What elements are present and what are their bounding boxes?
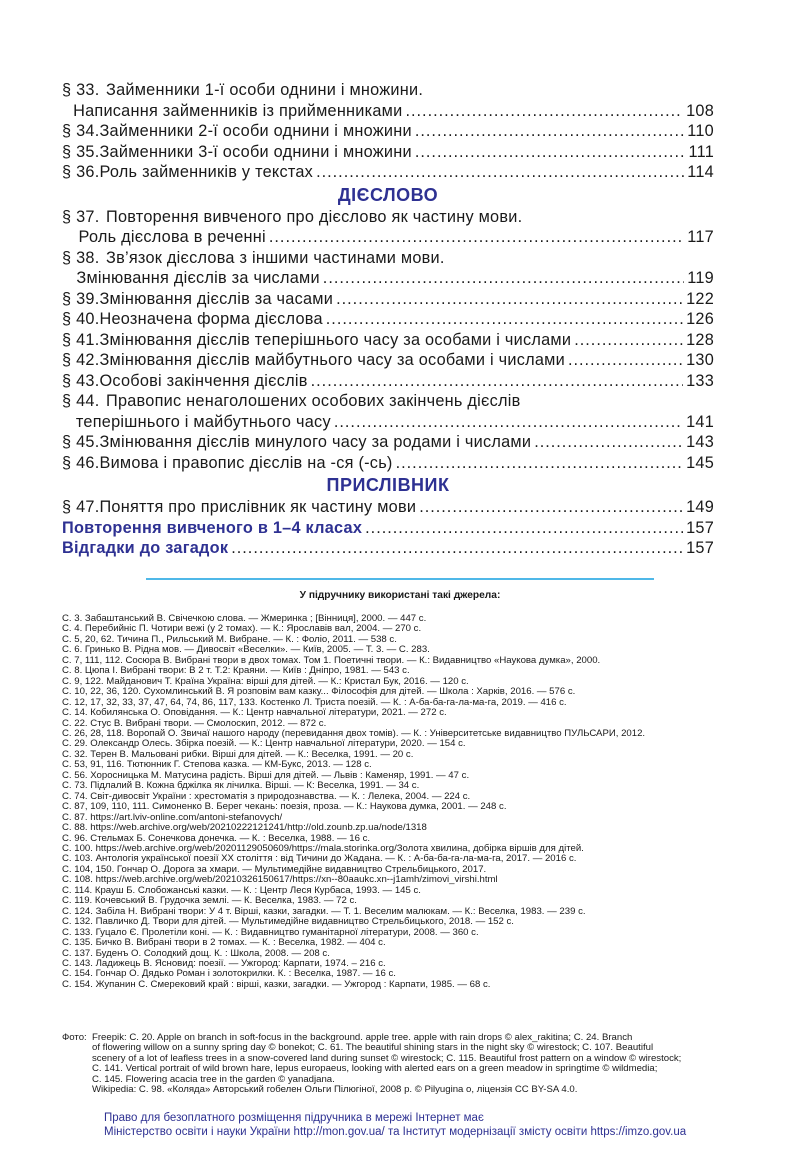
source-item: С. 26, 28, 118. Воропай О. Звичаї нашого народу (перевидання двох томів). — К. : Університетське видавництво ПУЛЬСАРИ, 2012. [62, 727, 646, 739]
toc-entry-title: Правопис ненаголошених особових закінчень дієслів [106, 392, 521, 410]
source-item: С. 135. Бичко В. Вибрані твори в 2 томах. — К. : Веселка, 1982. — 404 с. [62, 937, 386, 949]
source-item: С. 3. Забаштанський В. Свічечкою слова. — Жмеринка ; [Вінниця], 2000. — 447 с. [62, 613, 427, 624]
toc-entry-number: § 34. [62, 122, 100, 140]
sources-list [62, 614, 722, 990]
toc-entry-line [62, 207, 714, 228]
photo-credit-line: C. 145. Flowering acacia tree in the garden © yanadjana. [92, 1073, 335, 1085]
toc-entry-title: Змінювання дієслів минулого часу за родами і числами [99, 433, 532, 451]
toc-entry-title: Написання займенників із прийменниками [73, 101, 403, 120]
toc-entry-number: § 46. [62, 453, 100, 472]
toc-leader-dots [415, 121, 684, 142]
source-item: С. 100. https://web.archive.org/web/20201129050609/https://mala.storinka.org/Золота хвилина, добірка віршів для дітей. [62, 842, 584, 854]
photo-credit-line: Wikipedia: C. 98. «Коляда» Авторський гобелен Ольги Пілюгіної, 2008 р. © Pilyugina o, ліцензія CC BY-SA 4.0. [92, 1084, 578, 1096]
toc-entry-title: Займенники 1-ї особи однини і множини. [106, 81, 424, 99]
photo-credit-lines [92, 1033, 722, 1096]
toc-entry-number: § 41. [62, 330, 100, 349]
toc-leader-dots [334, 412, 683, 433]
toc-entry-title: Особові закінчення дієслів [99, 371, 308, 390]
source-item: С. 114. Крауш Б. Слобожанські казки. — К. : Центр Леся Курбаса, 1993. — 145 с. [62, 884, 421, 896]
toc-leader-dots [311, 371, 683, 392]
sources-heading: У підручнику використані такі джерела: [299, 590, 501, 601]
source-item: С. 7, 111, 112. Сосюра В. Вибрані твори в двох томах. Том 1. Поетичні твори. — К.: Видавництво «Наукова думка», 2000. [62, 654, 601, 666]
toc-entry [62, 121, 714, 142]
source-item: С. 143. Ладижець В. Ясновид: поезії. — Ужгород: Карпати, 1974. – 216 с. [62, 957, 386, 969]
photo-label: Фото: [62, 1032, 87, 1043]
toc-block-pronouns [62, 80, 714, 183]
toc-entry [62, 227, 714, 248]
source-item: С. 137. Буденъ О. Солодкий дощ. К. : Школа, 2008. — 208 с. [62, 947, 330, 959]
toc-entry-extra [62, 518, 714, 539]
toc-leader-dots [419, 497, 683, 518]
toc-leader-dots [326, 309, 683, 330]
toc-leader-dots [396, 453, 683, 474]
toc-page-number: 133 [686, 371, 714, 390]
toc-entry [62, 497, 714, 518]
section-title-adverb: ПРИСЛІВНИК [326, 475, 450, 495]
toc-leader-dots [405, 101, 683, 122]
source-item: С. 74. Світ-дивосвіт України : хрестоматія з природознавства. — К. : Лелека, 2004. — 224 с. [62, 790, 471, 802]
toc-entry-number: § 33. [62, 81, 100, 99]
toc-page-number: 149 [686, 498, 714, 516]
toc-block-verb [62, 207, 714, 474]
source-item: С. 10, 22, 36, 120. Сухомлинський В. Я розповім вам казку... Філософія для дітей. — Школа : Харків, 2016. — 576 с. [62, 686, 576, 698]
toc-entry-title: Займенники 2-ї особи однини і множини [99, 122, 412, 140]
source-item: С. 119. Кочевський В. Грудочка землі. — К. Веселка, 1983. — 72 с. [62, 895, 357, 907]
toc-entry-title: Змінювання дієслів майбутнього часу за особами і числами [99, 351, 565, 369]
source-item: С. 14. Кобилянська О. Оповідання. — К.: Центр навчальної літератури, 2021. — 272 с. [62, 707, 447, 719]
toc-entry-line [62, 391, 714, 412]
source-item: С. 32. Терен В. Мальовані рибки. Вірші для дітей. — К.: Веселка, 1991. — 20 с. [62, 748, 414, 760]
toc-leader-dots [336, 289, 683, 310]
toc-entry-title: Повторення вивченого про дієслово як частину мови. [106, 207, 523, 226]
toc-entry-title: Займенники 3-ї особи однини і множини [99, 142, 412, 161]
toc-entry-number: § 44. [62, 392, 100, 410]
toc-page-number: 141 [686, 412, 714, 431]
source-item: С. 87, 109, 110, 111. Симоненко В. Берег чекань: поезія, проза. — К.: Наукова думка, 2001. — 248 с. [62, 801, 507, 813]
toc-leader-dots [534, 432, 683, 453]
toc-entry-number: § 37. [62, 207, 100, 226]
footer-line-1: Право для безоплатного розміщення підручника в мережі Інтернет має [104, 1112, 484, 1124]
source-item: С. 154. Гончар О. Дядько Роман і золотокрилки. К. : Веселка, 1987. — 16 с. [62, 968, 396, 980]
source-item: С. 154. Жупанин С. Смерековий край : вірші, казки, загадки. — Ужгород : Карпати, 1985. — 68 с. [62, 978, 491, 990]
toc-entry [62, 330, 714, 351]
toc-leader-dots [231, 538, 683, 559]
source-item: С. 22. Стус В. Вибрані твори. — Смолоскип, 2012. — 872 с. [62, 717, 327, 729]
source-item: С. 8. Цюпа І. Вибрані твори: В 2 т. Т.2: Краяни. — Київ : Дніпро, 1981. — 543 с. [62, 665, 410, 677]
toc-entry-number: § 40. [62, 310, 100, 328]
photo-credit-line: of flowering willow on a sunny spring day © bonekot; C. 61. The beautiful shining stars in the night sky © wirestock; C. 107. Beautiful [92, 1042, 654, 1054]
source-item: С. 9, 122. Майданович Т. Країна Україна: вірші для дітей. — К.: Кристал Бук, 2016. — 120 с. [62, 675, 469, 687]
toc-page-number: 157 [686, 539, 714, 557]
toc-leader-dots [365, 518, 683, 539]
toc-page-number: 157 [686, 518, 714, 537]
toc-entry [62, 309, 714, 330]
toc-entry [62, 142, 714, 163]
toc-entry [62, 412, 714, 433]
toc-entry-title: Зв’язок дієслова з іншими частинами мови. [106, 248, 445, 267]
source-item: С. 6. Гринько В. Рідна мов. — Дивосвіт «Веселки». — Київ, 2005. — Т. 3. — С. 283. [62, 644, 430, 656]
toc-page-number: 110 [687, 122, 714, 140]
toc-page-number: 145 [686, 453, 714, 472]
source-item: С. 104, 150. Гончар О. Дорога за хмари. — Мультимедійне видавництво Стрельбицького, 2017. [62, 863, 487, 875]
toc-leader-dots [316, 162, 684, 183]
photo-credit-line: C. 141. Vertical portrait of wild brown hare, lepus europaeus, looking with alerted ears on a green meadow in springtime © wildmedia; [92, 1063, 658, 1075]
toc-extra-title: Повторення вивченого в 1–4 класах [62, 518, 363, 537]
source-item: С. 73. Підлалий В. Кожна бджілка як лічилка. Вірші. — К: Веселка, 1991. — 34 с. [62, 780, 420, 792]
toc-page-number: 128 [686, 330, 714, 349]
toc-entry-title: Неозначена форма дієслова [99, 310, 323, 328]
toc-entry-number: § 38. [62, 248, 100, 267]
photo-credits [62, 1033, 722, 1096]
source-item: С. 5, 20, 62. Тичина П., Рильський М. Вибране. — К. : Фоліо, 2011. — 538 с. [62, 633, 397, 645]
toc-extra-title: Відгадки до загадок [62, 539, 229, 557]
toc-entry-number: § 35. [62, 142, 100, 161]
source-item: С. 108. https://web.archive.org/web/20210326150617/https://xn--80aaukc.xn--j1amh/zimovi_virshi.html [62, 874, 498, 886]
toc-entry [62, 289, 714, 310]
toc-page-number: 111 [688, 142, 714, 161]
toc-entry [62, 162, 714, 183]
toc-entry [62, 432, 714, 453]
toc-leader-dots [574, 330, 683, 351]
toc-page-number: 114 [687, 163, 714, 181]
toc-page-number: 126 [686, 310, 714, 328]
source-item: С. 133. Гуцало Є. Пролетіли коні. — К. : Видавництво гуманітарної літератури, 2008. — 360 с. [62, 926, 479, 938]
toc-entry-title: Змінювання дієслів теперішнього часу за особами і числами [99, 330, 572, 349]
toc-entry-number: § 42. [62, 351, 100, 369]
toc-entry-title: Поняття про прислівник як частину мови [99, 498, 417, 516]
toc-entry-number: § 36. [62, 163, 100, 181]
toc-leader-dots [269, 227, 684, 248]
toc-entry-title: Роль дієслова в реченні [78, 228, 266, 246]
toc-entry [62, 371, 714, 392]
toc-entry [62, 453, 714, 474]
toc-leader-dots [568, 350, 683, 371]
source-item: С. 103. Антологія української поезії ХХ століття : від Тичини до Жадана. — К. : А-ба-ба-га-ла-ма-га, 2017. — 2016 с. [62, 853, 577, 865]
toc-page-number: 143 [686, 433, 714, 451]
toc-entry [62, 350, 714, 371]
source-item: С. 12, 17, 32, 33, 37, 47, 64, 74, 86, 117, 133. Костенко Л. Триста поезій. — К. : А-ба-ба-га-ла-ма-га, 2019. — 416 с. [62, 696, 567, 708]
toc-page-number: 122 [686, 289, 714, 308]
toc-entry-number: § 43. [62, 371, 100, 390]
toc-leader-dots [415, 142, 686, 163]
source-item: С. 56. Хоросницька М. Матусина радість. Вірші для дітей. — Львів : Каменяр, 1991. — 47 с. [62, 769, 470, 781]
section-title-verb: ДІЄСЛОВО [337, 184, 439, 205]
toc-page-number: 117 [687, 228, 714, 246]
toc-entry-title: теперішнього і майбутнього часу [75, 412, 331, 431]
toc-entry-number: § 47. [62, 498, 100, 516]
photo-credit-line: Freepik: C. 20. Apple on branch in soft-focus in the background. apple tree. apple with rain drops © alex_rakitina; C. 24. Branch [92, 1032, 633, 1043]
toc-entry-extra [62, 538, 714, 559]
toc-entry-number: § 39. [62, 289, 100, 308]
license-footer [104, 1111, 686, 1139]
photo-credit-line: scenery of a lot of leafless trees in a snow-covered land during sunset © wirestock; C. 115. Beautiful frost pattern on a window © wirestock; [92, 1052, 682, 1064]
toc-entry-line [62, 80, 714, 101]
toc-entry [62, 268, 714, 289]
table-of-contents [62, 80, 714, 559]
toc-page-number: 130 [686, 351, 714, 369]
source-item: С. 132. Павличко Д. Твори для дітей. — Мультимедійне видавництво Стрельбицького, 2018. — 152 с. [62, 916, 514, 928]
toc-page-number: 119 [687, 269, 714, 287]
toc-block-adverb [62, 497, 714, 518]
source-item: С. 53, 91, 116. Тютюнник Г. Степова казка. — КМ-Букс, 2013. — 128 с. [62, 759, 372, 771]
toc-entry [62, 101, 714, 122]
toc-entry-title: Роль займенників у текстах [99, 163, 314, 181]
source-item: С. 29. Олександр Олесь. Збірка поезій. — К.: Центр навчальної літератури, 2020. — 154 с. [62, 738, 466, 750]
toc-entry-number: § 45. [62, 433, 100, 451]
divider-rule [146, 578, 654, 580]
toc-entry-title: Змінювання дієслів за числами [76, 269, 320, 287]
source-item: С. 96. Стельмах Б. Сонечкова донечка. — К. : Веселка, 1988. — 16 с. [62, 832, 371, 844]
source-item: С. 4. Перебийніс П. Чотири вежі (у 2 томах). — К.: Ярославів вал, 2004. — 270 с. [62, 623, 422, 635]
toc-block-extra [62, 518, 714, 559]
toc-entry-line [62, 248, 714, 269]
source-item: С. 88. https://web.archive.org/web/20210222121241/http://old.zounb.zp.ua/node/1318 [62, 822, 427, 834]
toc-leader-dots [323, 268, 684, 289]
source-item: С. 87. https://art.lviv-online.com/antoni-stefanovych/ [62, 811, 283, 823]
source-item: С. 124. Забіла Н. Вибрані твори: У 4 т. Вірші, казки, загадки. — Т. 1. Веселим малюкам. — К.: Веселка, 1983. — 239 с. [62, 905, 586, 917]
footer-line-2: Міністерство освіти і науки України http://mon.gov.ua/ та Інститут модернізації змісту освіти https://imzo.gov.ua [104, 1126, 687, 1138]
toc-page-number: 108 [686, 101, 714, 120]
toc-entry-title: Вимова і правопис дієслів на -ся (-сь) [99, 453, 393, 472]
toc-entry-title: Змінювання дієслів за часами [99, 289, 334, 308]
